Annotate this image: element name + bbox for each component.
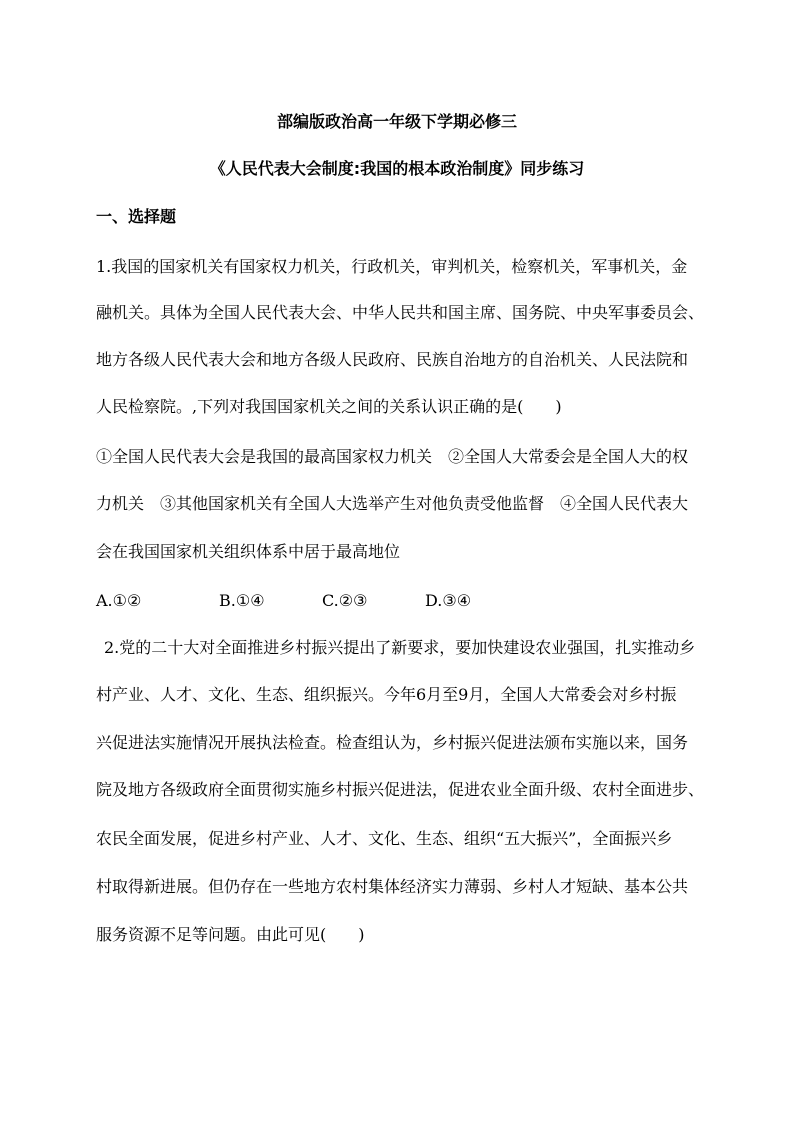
- question-text-line: 融机关。具体为全国人民代表大会、中华人民共和国主席、国务院、中央军事委员会、: [96, 303, 705, 322]
- question-text-line: 地方各级人民代表大会和地方各级人民政府、民族自治地方的自治机关、人民法院和: [96, 350, 689, 369]
- option-b: B.①④: [219, 591, 265, 610]
- option-d: D.③④: [425, 591, 472, 610]
- question-text-line: ①全国人民代表大会是我国的最高国家权力机关 ②全国人大常委会是全国人大的权: [96, 447, 689, 466]
- question-text-line: 服务资源不足等问题。由此可见( ): [96, 925, 365, 944]
- question-text-line: 2.党的二十大对全面推进乡村振兴提出了新要求，要加快建设农业强国，扎实推动乡: [104, 638, 696, 657]
- question-text-line: 兴促进法实施情况开展执法检查。检查组认为，乡村振兴促进法颁布实施以来，国务: [96, 733, 689, 752]
- question-text-line: 1.我国的国家机关有国家权力机关，行政机关，审判机关，检察机关，军事机关，金: [96, 257, 688, 276]
- question-text-line: 村取得新进展。但仍存在一些地方农村集体经济实力薄弱、乡村人才短缺、基本公共: [96, 877, 689, 896]
- option-c: C.②③: [322, 591, 368, 610]
- question-text-line: 人民检察院。,下列对我国国家机关之间的关系认识正确的是( ): [96, 397, 562, 416]
- document-subtitle: 《人民代表大会制度:我国的根本政治制度》同步练习: [209, 159, 585, 178]
- question-text-line: 院及地方各级政府全面贯彻实施乡村振兴促进法，促进农业全面升级、农村全面进步、: [96, 780, 705, 799]
- question-text-line: 会在我国国家机关组织体系中居于最高地位: [96, 542, 401, 561]
- option-a: A.①②: [96, 591, 142, 610]
- question-text-line: 农民全面发展，促进乡村产业、人才、文化、生态、组织“五大振兴”，全面振兴乡: [96, 829, 673, 848]
- question-text-line: 村产业、人才、文化、生态、组织振兴。今年6月至9月，全国人大常委会对乡村振: [96, 685, 677, 704]
- document-title: 部编版政治高一年级下学期必修三: [276, 112, 517, 131]
- question-text-line: 力机关 ③其他国家机关有全国人大选举产生对他负责受他监督 ④全国人民代表大: [96, 494, 689, 513]
- section-heading: 一、选择题: [96, 207, 177, 226]
